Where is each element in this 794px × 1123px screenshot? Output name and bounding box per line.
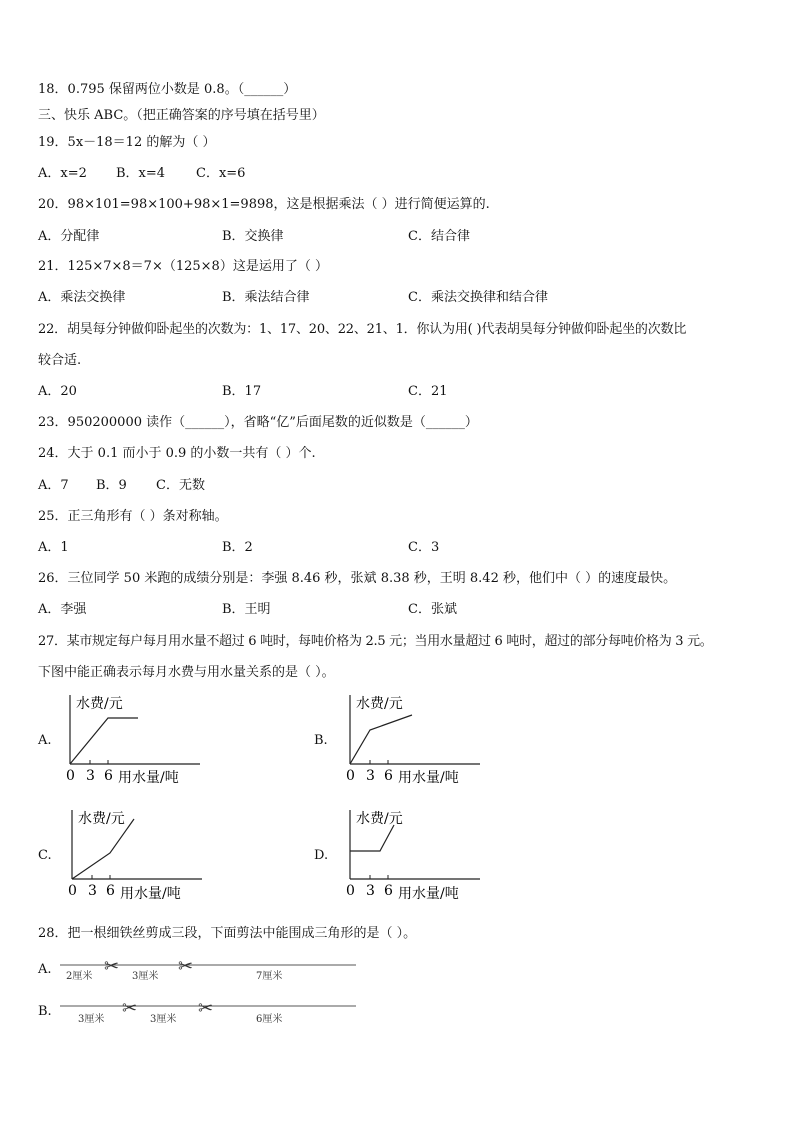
graph-d xyxy=(340,805,540,905)
graph-b-tick-6: 6 xyxy=(384,768,393,784)
graph-a-tick-3: 3 xyxy=(86,768,95,784)
q24-option-b: B．9 xyxy=(96,478,127,493)
graph-b-tick-3: 3 xyxy=(366,768,375,784)
wire-b-segment-3: 6厘米 xyxy=(256,1014,283,1025)
graph-d-tick-0: 0 xyxy=(346,883,355,899)
graph-c-tick-3: 3 xyxy=(88,883,97,899)
q19-option-c: C．x=6 xyxy=(196,166,246,181)
graph-a-tick-6: 6 xyxy=(104,768,113,784)
graph-c-label: C. xyxy=(38,848,52,863)
q24-option-a: A．7 xyxy=(38,478,69,493)
graph-c-y-axis-label: 水费/元 xyxy=(78,811,125,827)
graph-b-x-axis-label: 用水量/吨 xyxy=(398,770,459,786)
graph-b xyxy=(340,690,540,790)
q21-option-a: A．乘法交换律 xyxy=(38,290,126,305)
wire-b-scissors-icon: ✂ xyxy=(122,998,138,1019)
q24-option-c: C．无数 xyxy=(156,478,205,493)
q20-option-a: A．分配律 xyxy=(38,229,100,244)
question-24: 24．大于 0.1 而小于 0.9 的小数一共有（ ）个. xyxy=(38,446,316,461)
question-20: 20．98×101=98×100+98×1=9898，这是根据乘法（ ）进行简便运算的. xyxy=(38,197,490,212)
question-25: 25．正三角形有（ ）条对称轴。 xyxy=(38,509,228,524)
wire-a-label: A. xyxy=(38,962,52,977)
wire-a-scissors-icon: ✂ xyxy=(104,956,120,977)
q20-option-c: C．结合律 xyxy=(408,229,470,244)
wire-a xyxy=(60,950,360,990)
question-21: 21．125×7×8＝7×（125×8）这是运用了（ ） xyxy=(38,259,328,274)
graph-c-x-axis-label: 用水量/吨 xyxy=(120,886,181,902)
wire-b xyxy=(60,992,360,1032)
graph-c-tick-0: 0 xyxy=(68,883,77,899)
q19-option-a: A．x=2 xyxy=(38,166,87,181)
question-23: 23．950200000 读作（______），省略“亿”后面尾数的近似数是（______） xyxy=(38,415,478,430)
graph-a-x-axis-label: 用水量/吨 xyxy=(118,770,179,786)
graph-a xyxy=(60,690,260,790)
q26-option-b: B．王明 xyxy=(222,602,271,617)
graph-d-label: D. xyxy=(314,848,329,863)
q20-option-b: B．交换律 xyxy=(222,229,284,244)
wire-a-scissors-icon-2: ✂ xyxy=(178,956,194,977)
question-26: 26．三位同学 50 米跑的成绩分别是：李强 8.46 秒，张斌 8.38 秒，王明 8.42 秒，他们中（ ）的速度最快。 xyxy=(38,571,677,586)
q22-option-c: C．21 xyxy=(408,384,448,399)
graph-c-tick-6: 6 xyxy=(106,883,115,899)
q26-option-c: C．张斌 xyxy=(408,602,457,617)
q22-option-b: B．17 xyxy=(222,384,262,399)
question-22-line1: 22．胡昊每分钟做仰卧起坐的次数为：1、17、20、22、21、1．你认为用( )代表胡昊每分钟做仰卧起坐的次数比 xyxy=(38,322,687,337)
question-28: 28．把一根细铁丝剪成三段，下面剪法中能围成三角形的是（ ）。 xyxy=(38,926,417,941)
graph-d-y-axis-label: 水费/元 xyxy=(356,811,403,827)
q22-option-a: A．20 xyxy=(38,384,77,399)
wire-a-segment-3: 7厘米 xyxy=(256,971,283,982)
question-27-line2: 下图中能正确表示每月水费与用水量关系的是（ ）。 xyxy=(38,665,335,680)
q25-option-b: B．2 xyxy=(222,540,253,555)
section-3-heading: 三、快乐 ABC。（把正确答案的序号填在括号里） xyxy=(38,108,325,123)
q26-option-a: A．李强 xyxy=(38,602,87,617)
wire-b-segment-2: 3厘米 xyxy=(150,1014,177,1025)
graph-b-label: B. xyxy=(314,733,328,748)
question-27-line1: 27．某市规定每户每月用水量不超过 6 吨时，每吨价格为 2.5 元；当用水量超过 6 吨时，超过的部分每吨价格为 3 元。 xyxy=(38,634,713,649)
question-18: 18．0.795 保留两位小数是 0.8。（______） xyxy=(38,82,297,97)
q25-option-a: A．1 xyxy=(38,540,69,555)
graph-d-tick-3: 3 xyxy=(366,883,375,899)
wire-b-label: B. xyxy=(38,1004,52,1019)
wire-a-segment-1: 2厘米 xyxy=(66,971,93,982)
graph-a-tick-0: 0 xyxy=(66,768,75,784)
wire-a-segment-2: 3厘米 xyxy=(132,971,159,982)
wire-b-scissors-icon-2: ✂ xyxy=(198,998,214,1019)
q21-option-b: B．乘法结合律 xyxy=(222,290,310,305)
graph-b-tick-0: 0 xyxy=(346,768,355,784)
graph-b-y-axis-label: 水费/元 xyxy=(356,696,403,712)
question-19: 19．5x－18＝12 的解为（ ） xyxy=(38,135,216,150)
graph-d-x-axis-label: 用水量/吨 xyxy=(398,886,459,902)
graph-a-y-axis-label: 水费/元 xyxy=(76,696,123,712)
graph-d-tick-6: 6 xyxy=(384,883,393,899)
question-22-line2: 较合适. xyxy=(38,353,82,368)
q19-option-b: B．x=4 xyxy=(116,166,166,181)
q21-option-c: C．乘法交换律和结合律 xyxy=(408,290,548,305)
wire-b-segment-1: 3厘米 xyxy=(78,1014,105,1025)
graph-a-label: A. xyxy=(38,733,52,748)
q25-option-c: C．3 xyxy=(408,540,440,555)
graph-c xyxy=(62,805,262,905)
